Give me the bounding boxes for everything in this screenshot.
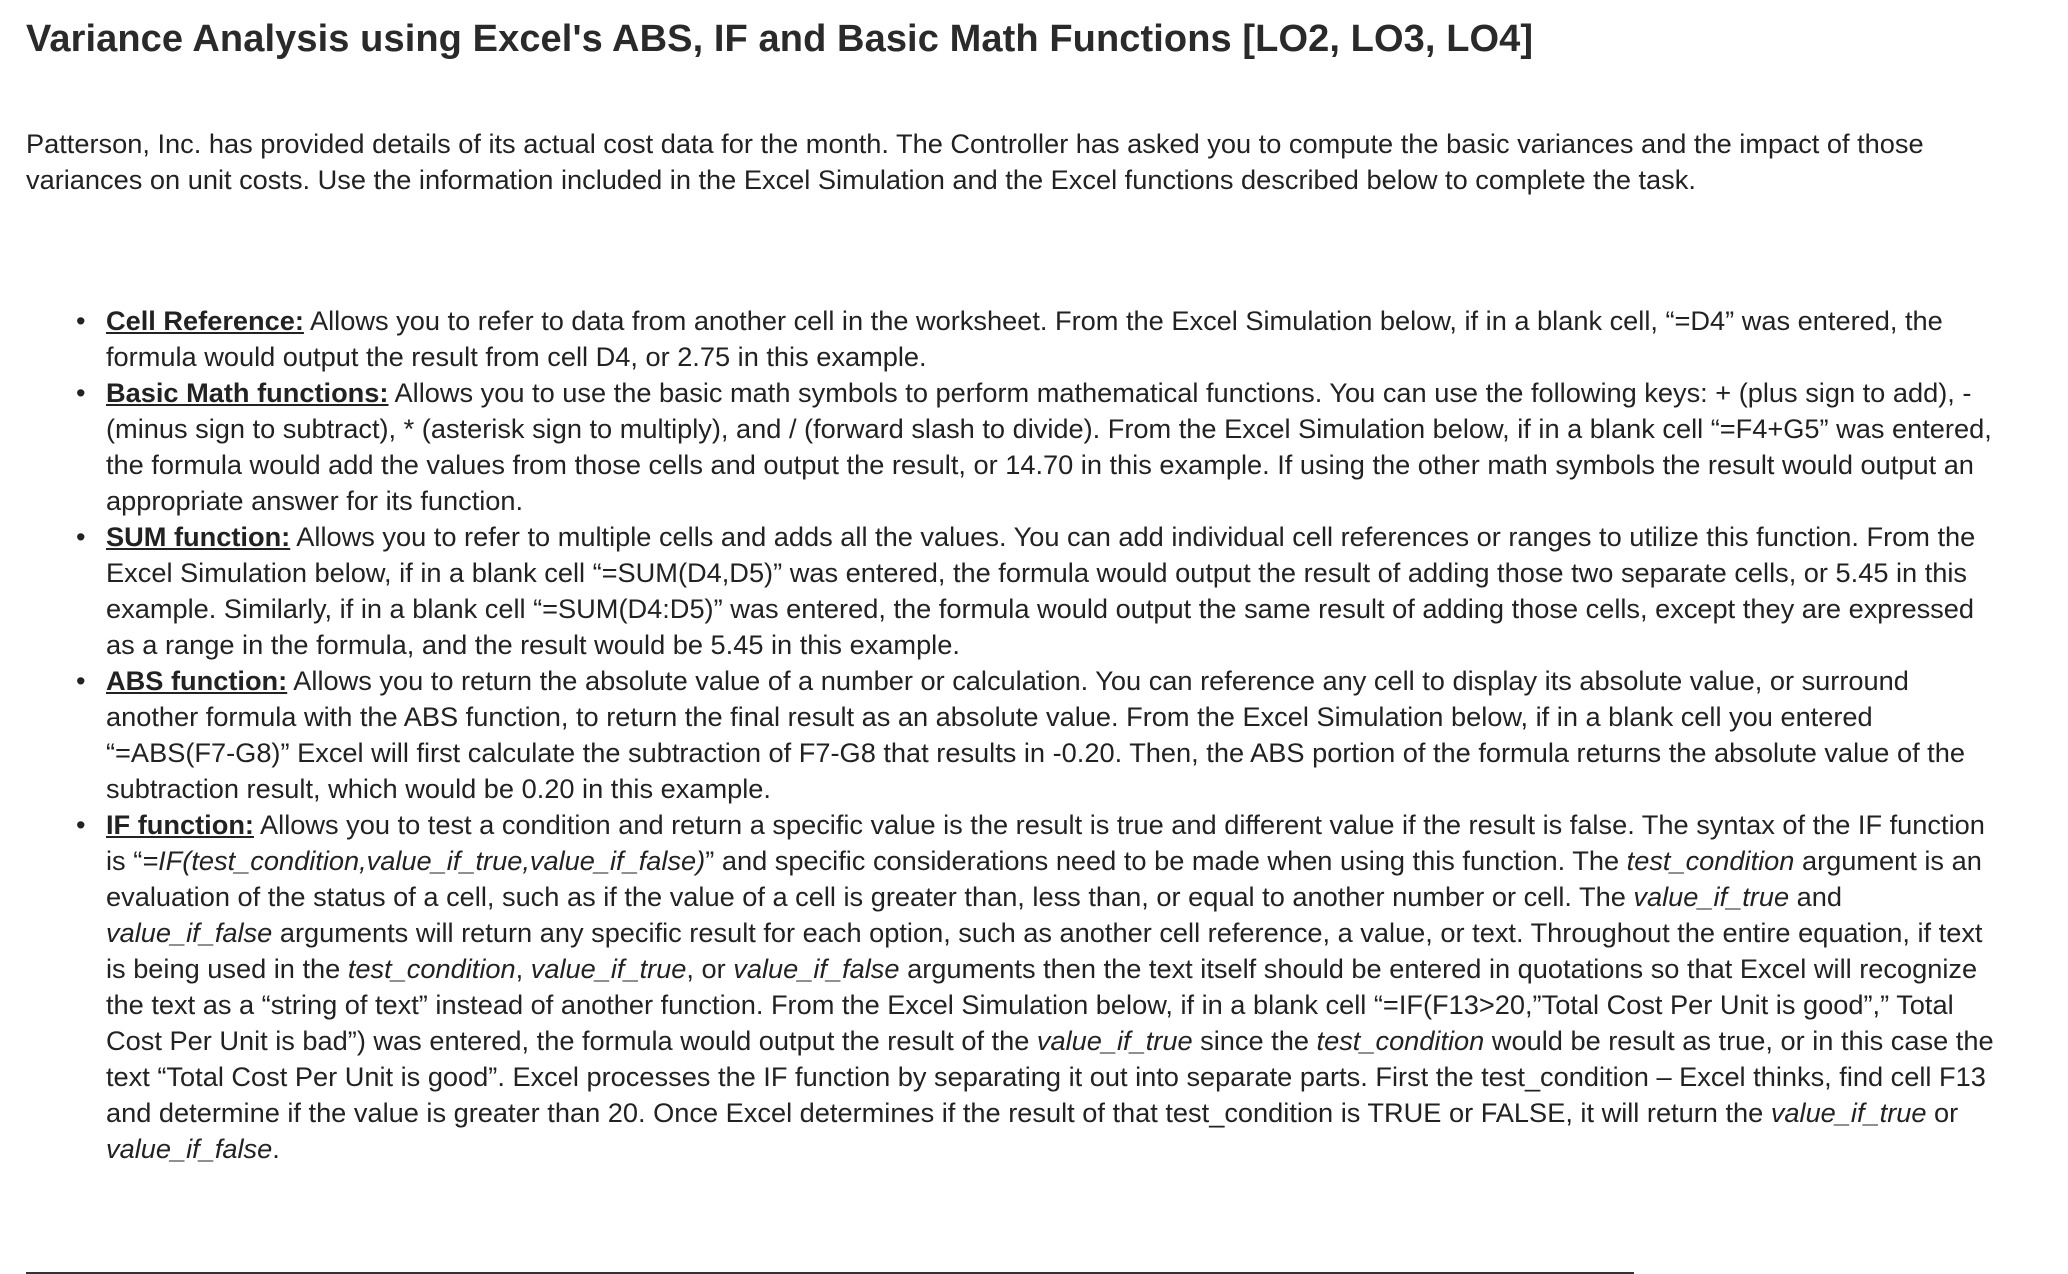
- arg-test-condition: test_condition: [1316, 1025, 1485, 1056]
- bullet-icon: •: [76, 665, 86, 696]
- list-item-if: [76, 807, 2006, 1167]
- if-text-comma: ,: [515, 953, 531, 984]
- bullet-icon: •: [76, 377, 86, 408]
- arg-value-if-false: value_if_false: [733, 953, 900, 984]
- term-cell-reference: Cell Reference:: [106, 305, 304, 336]
- arg-value-if-false: value_if_false: [106, 917, 273, 948]
- arg-value-if-true: value_if_true: [530, 953, 687, 984]
- term-basic-math: Basic Math functions:: [106, 377, 389, 408]
- if-text-2: ” and specific considerations need to be made when using this function. The: [705, 845, 1627, 876]
- term-sum: SUM function:: [106, 521, 291, 552]
- arg-test-condition: test_condition: [1626, 845, 1795, 876]
- arg-value-if-true: value_if_true: [1036, 1025, 1193, 1056]
- bullet-icon: •: [76, 305, 86, 336]
- if-text-and: and: [1789, 881, 1843, 912]
- list-item-cell-reference: [76, 303, 2006, 375]
- if-text-4: arguments will return any specific result for each option, such as another cell reference, a value, or text. Throughout the entire equation, if text is being used in the: [106, 917, 1983, 984]
- if-text-or: or: [1926, 1097, 1959, 1128]
- page-title: Variance Analysis using Excel's ABS, IF and Basic Math Functions [LO2, LO3, LO4]: [26, 18, 1534, 60]
- term-abs: ABS function:: [106, 665, 288, 696]
- if-text-end: .: [272, 1133, 280, 1164]
- arg-value-if-true: value_if_true: [1633, 881, 1790, 912]
- list-item-sum: [76, 519, 2006, 663]
- intro-paragraph: Patterson, Inc. has provided details of its actual cost data for the month. The Controller has asked you to compute the basic variances and the impact of those variances on unit costs. Use the information included in the Excel Simulation and the Excel functions described below to complete the task.: [26, 128, 1924, 195]
- description-cell-reference: Allows you to refer to data from another cell in the worksheet. From the Excel Simulation below, if in a blank cell, “=D4” was entered, the formula would output the result from cell D4, or 2.75 in this example.: [106, 305, 1943, 372]
- list-item-basic-math: [76, 375, 2006, 519]
- arg-value-if-false: value_if_false: [106, 1133, 273, 1164]
- description-abs: Allows you to return the absolute value of a number or calculation. You can reference any cell to display its absolute value, or surround another formula with the ABS function, to return the final result as an absolute value. From the Excel Simulation below, if in a blank cell you entered “=ABS(F7-G8)” Excel will first calculate the subtraction of F7-G8 that results in -0.20. Then, the ABS portion of the formula returns the absolute value of the subtraction result, which would be 0.20 in this example.: [106, 665, 1965, 804]
- arg-value-if-true: value_if_true: [1770, 1097, 1927, 1128]
- description-basic-math: Allows you to use the basic math symbols to perform mathematical functions. You can use the following keys: + (plus sign to add), - (minus sign to subtract), * (asterisk sign to multiply), and / (forward slash to divide). From the Excel Simulation below, if in a blank cell “=F4+G5” was entered, the formula would add the values from those cells and output the result, or 14.70 in this example. If using the other math symbols the result would output an appropriate answer for its function.: [106, 377, 1992, 516]
- bullet-icon: •: [76, 521, 86, 552]
- if-syntax: =IF(test_condition,value_if_true,value_if_false): [142, 845, 706, 876]
- if-text-3: argument is an evaluation of the status of a cell, such as if the value of a cell is greater than, less than, or equal to another number or cell. The: [106, 845, 1982, 912]
- arg-test-condition: test_condition: [347, 953, 516, 984]
- if-text-since: since the: [1192, 1025, 1317, 1056]
- function-list: [26, 303, 2006, 1167]
- if-text-6: would be result as true, or in this case the text “Total Cost Per Unit is good”. Excel processes the IF function by separating it out into separate parts. First the test_condition – Excel thinks, find cell F13 and determine if the value is greater than 20. Once Excel determines if the result of that test_condition is TRUE or FALSE, it will return the: [106, 1025, 1994, 1128]
- list-item-abs: [76, 663, 2006, 807]
- if-text-5: arguments then the text itself should be entered in quotations so that Excel will recognize the text as a “string of text” instead of another function. From the Excel Simulation below, if in a blank cell “=IF(F13>20,”Total Cost Per Unit is good”,” Total Cost Per Unit is bad”) was entered, the formula would output the result of the: [106, 953, 1978, 1056]
- if-text-1: Allows you to test a condition and return a specific value is the result is true and different value if the result is false. The syntax of the IF function is “: [106, 809, 1985, 876]
- if-text-comma-or: , or: [686, 953, 734, 984]
- bullet-icon: •: [76, 809, 86, 840]
- description-sum: Allows you to refer to multiple cells and adds all the values. You can add individual cell references or ranges to utilize this function. From the Excel Simulation below, if in a blank cell “=SUM(D4,D5)” was entered, the formula would output the result of adding those two separate cells, or 5.45 in this example. Similarly, if in a blank cell “=SUM(D4:D5)” was entered, the formula would output the same result of adding those cells, except they are expressed as a range in the formula, and the result would be 5.45 in this example.: [106, 521, 1976, 660]
- term-if: IF function:: [106, 809, 254, 840]
